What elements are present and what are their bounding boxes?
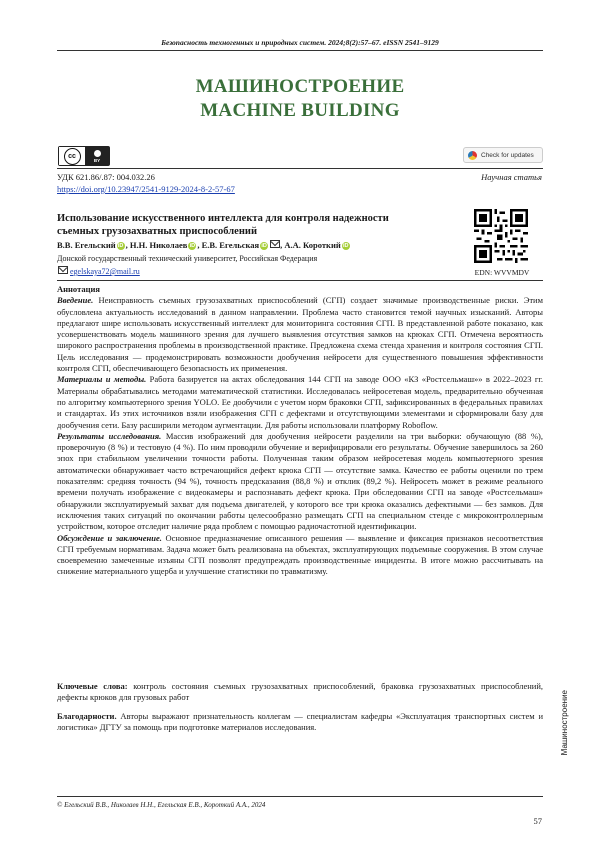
abstract-methods: Материалы и методы. Работа базируется на актах обследования 144 СГП на заводе ООО «КЗ «Ростсельмаш»» в 2022–2023 гг. Материалы обрабатывались методами математической статистики. Исследовалась нейросетевая модель, предварительно обученная по алгоритму компьютерного зрения YOLO. Ее дообучили с учетом норм браковки СГП, зафиксированных в федеральных правилах и стандартах. Из этих источников взяли изображения СГП с дефектами и отсутствующими элементами и сформировали базу для дообучения сети. Базу расширили методом аугментации. Для работы использовали платформу Roboflow. [57,374,543,430]
acknowledgements: Благодарности. Авторы выражают признательность коллегам — специалистам кафедры «Эксплуатация транспортных систем и логистика» ДГТУ за помощь при подготовке материалов исследования. [57,711,543,733]
author-name[interactable]: Е.В. Егельская [201,240,260,250]
section-title-en: MACHINE BUILDING [200,100,400,121]
author-list: В.В. Егельский iD , Н.Н. Николаев iD , Е.В. Егельская iD , А.А. Короткий iD [57,240,349,250]
envelope-icon [270,240,280,248]
email-row [57,266,140,276]
check-for-updates-label: Check for updates [481,151,534,159]
author-name[interactable]: А.А. Короткий [284,240,341,250]
check-for-updates-button[interactable] [463,147,543,163]
cc-icon: cc [64,148,81,165]
abstract-introduction: Введение. Неисправность съемных грузозахватных приспособлений (СГП) создает значимые производственные риски. Этим обусловлена актуальность исследований в данном направлении. Проблема часто становится темой научных изысканий. Авторы предлагают шире использовать искусственный интеллект для мониторинга состояния СГП. В представленной работе показано, как усовершенствовать модель машинного зрения для лучшего выявления отсутствия замков на крюках СГП. Отмечена вероятность широкого распространения проблемы в производственной практике. Предложена схема стенда хранения и контроля состояния СГП. Цель исследования — продемонстрировать возможности дообучения нейросети для существенного повышения эффективности контроля СГП, обеспечивающего безопасность их применения. [57,295,543,374]
author-name[interactable]: В.В. Егельский [57,240,116,250]
author-name[interactable]: Н.Н. Николаев [129,240,188,250]
email-link[interactable]: egelskaya72@mail.ru [70,267,140,276]
qr-code-icon [474,209,528,263]
page-number: 57 [533,816,542,826]
abstract-results: Результаты исследования. Массив изображений для дообучения нейросети разделили на три выборки: обучающую (88 %), проверочную (8 %) и тестовую (4 %). По ним проводили обучение и верифицировали его результаты. Обучение завершилось за 260 эпох при стабильном увеличении точности работы. Полученная таким образом нейросетевая модель компьютерного зрения автоматически обнаруживает часто встречающийся дефект крюка СГП — отсутствие замка. Качество ее работы оценили по трем показателям: средняя точность (94 %), точность предсказания (88,8 %) и отклик (89,2 %). Нейросеть может в режиме реального времени получать изображение с видеокамеры и распознавать дефект крюка. При обследовании СГП на заводе «Ростсельмаш» обнаружили эксплуатируемый захват для подъема двигателей, у которого все три крюка оказались дефектными — без замков. Для исключения таких ситуаций по окончании работы целесообразно размещать СГП на специальном стенде с микроконтроллерным устройством, которое отследит наличие ряда проблем с помощью радиочастотной идентификации. [57,430,543,532]
header-rule [57,50,543,51]
side-section-label: Машиностроение [560,690,569,756]
abstract-discussion: Обсуждение и заключение. Основное предназначение описанного решения — выявление и фиксация признаков несоответствия СГП требуемым нормативам. Задача может быть реализована на объектах, эксплуатирующих подъемные сооружения. В этом случае своевременно замеченные изъяны СГП позволят предупреждать производственные инциденты. В итоге можно рассчитывать на снижение материального ущерба и улучшение статистики по травматизму. [57,532,543,577]
article-type: Научная статья [481,172,542,182]
section-title-ru: МАШИНОСТРОЕНИЕ [195,76,405,97]
abstract-heading: Аннотация [57,284,100,294]
meta-rule [57,168,543,169]
abstract [57,284,543,578]
cc-by-label: BY [93,157,101,163]
edn-code: EDN: WVVMDV [474,268,530,277]
cc-by-license-badge[interactable] [58,146,110,166]
orcid-icon[interactable]: iD [189,243,196,249]
affiliation: Донской государственный технический университет, Российская Федерация [57,254,318,263]
copyright: © Егельский В.В., Николаев Н.Н., Егельская Е.В., Короткий А.А., 2024 [57,801,266,809]
crossmark-icon [468,151,477,160]
journal-header: Безопасность техногенных и природных систем. 2024;8(2):57–67. eISSN 2541–9129 [161,38,439,47]
doi-link[interactable]: https://doi.org/10.23947/2541-9129-2024-8-2-57-67 [57,184,235,194]
abstract-rule [57,280,543,281]
orcid-icon[interactable]: iD [261,243,267,249]
footer-rule [57,796,543,797]
orcid-icon[interactable]: iD [343,243,349,249]
envelope-icon [58,266,68,274]
article-title: Использование искусственного интеллекта для контроля надежности съемных грузозахватных приспособлений [57,213,389,237]
udk-code: УДК 621.86/.87: 004.032.26 [57,172,155,182]
keywords: Ключевые слова: контроль состояния съемных грузозахватных приспособлений, браковка грузозахватных приспособлений, дефекты крюков для грузовых работ [57,681,544,703]
orcid-icon[interactable]: iD [117,243,124,249]
person-icon [94,150,101,157]
